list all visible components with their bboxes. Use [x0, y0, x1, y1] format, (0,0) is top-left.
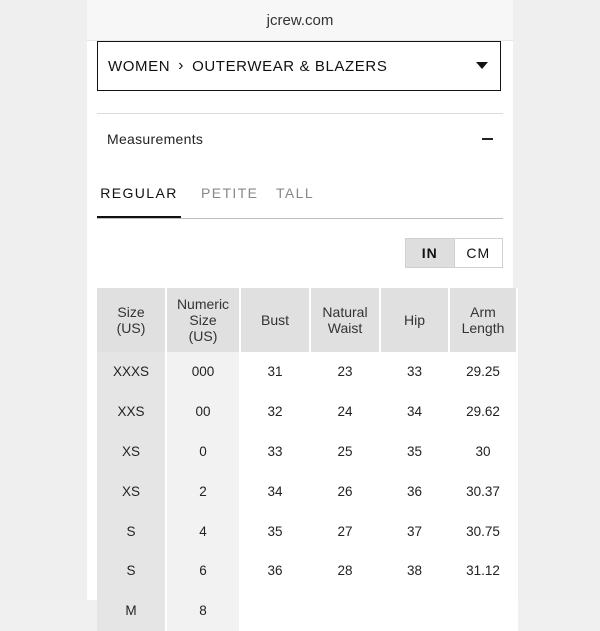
cell-numeric-size: 6: [166, 551, 240, 591]
header-line: Waist: [327, 320, 363, 336]
table-row: [97, 432, 517, 472]
category-dropdown[interactable]: [97, 41, 501, 91]
category-part-2: OUTERWEAR & BLAZERS: [192, 57, 388, 75]
cell-hip: 34: [380, 392, 449, 432]
address-bar[interactable]: [87, 0, 513, 41]
cell-hip: 36: [380, 471, 449, 511]
header-line: Natural: [322, 304, 368, 320]
header-numeric-size: [166, 288, 240, 352]
size-chart-table: [97, 288, 518, 631]
cell-arm-length: 29.62: [449, 392, 517, 432]
header-line: Numeric: [176, 296, 230, 312]
cell-hip: 37: [380, 511, 449, 551]
caret-down-icon: [476, 62, 488, 69]
breadcrumb-separator-icon: ›: [178, 57, 185, 74]
measurements-title: Measurements: [107, 131, 204, 147]
cell-size: XS: [97, 432, 166, 472]
cell-waist: 27: [310, 511, 380, 551]
table-row: [97, 551, 517, 591]
tab-regular[interactable]: REGULAR: [97, 170, 181, 218]
collapse-minus-icon[interactable]: [482, 138, 493, 140]
unit-toggle: [405, 238, 503, 268]
cell-arm-length: 30.37: [449, 471, 517, 511]
table-row: [97, 511, 517, 551]
category-part-1: WOMEN: [108, 57, 171, 75]
header-line: Hip: [403, 312, 425, 328]
cell-size: S: [97, 511, 166, 551]
cell-hip: 38: [380, 551, 449, 591]
fit-tabs: [97, 170, 503, 219]
cell-arm-length: [449, 591, 517, 631]
cell-hip: 33: [380, 352, 449, 392]
cell-bust: 34: [240, 471, 310, 511]
cell-numeric-size: 00: [166, 392, 240, 432]
table-row: [97, 352, 517, 392]
unit-cm-button[interactable]: CM: [454, 239, 503, 267]
table-header-row: [97, 288, 517, 352]
right-margin: [513, 0, 600, 600]
cell-hip: 35: [380, 432, 449, 472]
cell-waist: 28: [310, 551, 380, 591]
cell-waist: [310, 591, 380, 631]
cell-bust: 31: [240, 352, 310, 392]
tab-petite[interactable]: PETITE: [201, 185, 259, 201]
cell-bust: 36: [240, 551, 310, 591]
left-margin: [0, 0, 87, 600]
table-row: [97, 471, 517, 511]
cell-arm-length: 31.12: [449, 551, 517, 591]
cell-numeric-size: 000: [166, 352, 240, 392]
cell-bust: 33: [240, 432, 310, 472]
cell-arm-length: 29.25: [449, 352, 517, 392]
url-text: jcrew.com: [266, 11, 334, 29]
cell-numeric-size: 4: [166, 511, 240, 551]
cell-numeric-size: 8: [166, 591, 240, 631]
cell-bust: 32: [240, 392, 310, 432]
header-line: (US): [116, 320, 146, 336]
cell-waist: 25: [310, 432, 380, 472]
header-natural-waist: [310, 288, 380, 352]
measurements-header[interactable]: [97, 114, 503, 164]
table-row: [97, 392, 517, 432]
unit-in-button[interactable]: IN: [406, 239, 454, 267]
cell-bust: 35: [240, 511, 310, 551]
tab-tall[interactable]: TALL: [276, 185, 315, 201]
cell-arm-length: 30: [449, 432, 517, 472]
header-bust: [240, 288, 310, 352]
cell-size: S: [97, 551, 166, 591]
table-row: [97, 591, 517, 631]
header-line: Length: [461, 320, 505, 336]
header-arm-length: [449, 288, 517, 352]
cell-waist: 24: [310, 392, 380, 432]
cell-waist: 26: [310, 471, 380, 511]
header-line: Arm: [470, 304, 496, 320]
cell-size: XXS: [97, 392, 166, 432]
cell-waist: 23: [310, 352, 380, 392]
mobile-viewport: [87, 0, 513, 619]
cell-size: M: [97, 591, 166, 631]
header-line: Size: [117, 304, 145, 320]
header-line: Bust: [260, 312, 289, 328]
cell-size: XS: [97, 471, 166, 511]
cell-numeric-size: 2: [166, 471, 240, 511]
size-table-scroll[interactable]: [97, 288, 505, 619]
cell-hip: [380, 591, 449, 631]
cell-size: XXXS: [97, 352, 166, 392]
cell-bust: [240, 591, 310, 631]
cell-numeric-size: 0: [166, 432, 240, 472]
header-hip: [380, 288, 449, 352]
header-line: Size: [189, 312, 217, 328]
header-size-us: [97, 288, 166, 352]
cell-arm-length: 30.75: [449, 511, 517, 551]
header-line: (US): [188, 328, 218, 344]
